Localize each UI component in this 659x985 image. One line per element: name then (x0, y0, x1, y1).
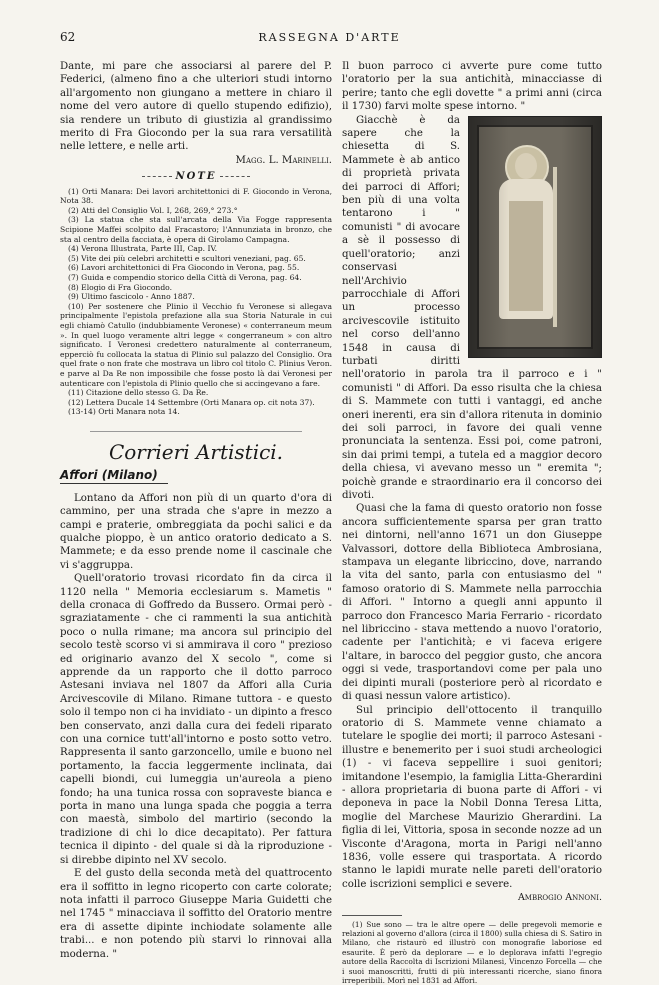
article-paragraph: E del gusto della seconda metà del quattrocento era il soffitto in legno ricoperto con carte colorate; nota infatti il parroco Giuseppe Maria Guidetti che nel 1745 " minacciava il soffitto del Oratorio mentre era di assette dipinte inchiodate solamente alle trabi... e non potendo più starvi lo rinnovai alla moderna. " (60, 868, 332, 960)
intro-paragraph: Dante, mi pare che associarsi al parere del P. Federici, (almeno fino a che ulteriori studi intorno all'argomento non giungano a mettere in chiaro il nome del vero autore di quello stupendo edifizio), sia rendere un tributo di giustizia al grandissimo merito di Fra Giocondo per la sua rara versatilità nelle lettere, e nelle arti. (60, 61, 332, 153)
footnote-rule (342, 915, 402, 916)
note-item: (1) Orti Manara: Dei lavori architettonici di F. Giocondo in Verona, Nota 38. (60, 186, 332, 206)
photo-shading (469, 117, 601, 357)
note-item: (7) Guida e compendio storico della Città di Verona, pag. 64. (68, 273, 302, 282)
article-paragraph: Quasi che la fama di questo oratorio non fosse ancora sufficientemente sparsa per gran tratto nei dintorni, nell'anno 1671 un don Giuseppe Valvassori, dottore della Biblioteca Ambrosiana, stampava un elegante libriccino, dove, narrando la vita del santo, parla con entusiasmo del " famoso oratorio di S. Mammete nella parrocchia di Affori. " Intorno a quegli anni appunto il parroco don Francesco Maria Ferrario - ricordato nel libriccino - stava mettendo a nuovo l'oratorio, cadente per l'antichità; e vi faceva erigere l'altare, in barocco del peggior gusto, che ancora oggi si vede, trasportandovi come per pala uno dei dipinti murali (posteriore però al ricordato e di quasi nessun valore artistico). (342, 503, 602, 703)
page-number: 62 (60, 30, 76, 44)
note-item: (12) Lettera Ducale 14 Settembre (Orti Manara op. cit nota 37). (68, 397, 315, 407)
subsection-title: Affori (Milano) (60, 469, 168, 483)
article-paragraph: Il buon parroco ci avverte pure come tutto l'oratorio per la sua antichità, minacciasse di perire; tanto che egli dovette " a primi anni (circa il 1730) farvi molte spese intorno. " (342, 61, 602, 113)
journal-title: RASSEGNA D'ARTE (258, 31, 401, 44)
article-paragraph: Sul principio dell'ottocento il tranquillo oratorio di S. Mammete venne chiamato a tutelare le spoglie dei morti; il parroco Astesani - illustre e benemerito per i suoi studi archeologici (1) - vi faceva seppellire i suoi genitori; imitandone l'esempio, la famiglia Litta-Gherardini - allora proprietaria di buona parte di Affori - vi deponeva in pace la Nobil Donna Teresa Litta, moglie del Marchese Maurizio Gherardini. La figlia di lei, Vittoria, sposa in seconde nozze ad un Visconte d'Aragona, morta in Parigi nell'anno 1836, volle essere qui trasportata. A ricordo stanno le lapidi murate nelle pareti dell'oratorio colle iscrizioni semplici e severe. (342, 704, 602, 890)
note-item: (9) Ultimo fascicolo - Anno 1887. (68, 292, 195, 302)
note-item: (8) Elogio di Fra Giocondo. (68, 282, 173, 292)
intro-signature: Magg. L. Marinelli. (235, 154, 332, 166)
note-item: (13-14) Orti Manara nota 14. (68, 407, 180, 417)
note-item: (3) La statua che sta sull'arcata della Via Fogge rappresenta Scipione Maffei scolpito dal Fracastoro; l'Annunziata in bronzo, che sta al centro della facciata, è opera di Girolamo Campagna. (60, 215, 332, 244)
note-item: (5) Vite dei più celebri architetti e scultori veneziani, pag. 65. (68, 253, 306, 263)
article-paragraph: Quell'oratorio trovasi ricordato fin da circa il 1120 nella " Memoria ecclesiarum s. Mametis " della cronaca di Goffredo da Bussero. Ormai però - sgraziatamente - che ci rammenti la sua antichità poco o nulla rimane; ma ancora sul principio del secolo testè scorso vi si ammirava il coro " prezioso ed originario avanzo del X secolo ", come si apprende da un rapporto che il dotto parroco Astesani inviava nel 1807 da Affori alla Curia Arcivescovile di Milano. Rimane tuttora - e questo solo il tempo non ci ha invidiato - un dipinto a fresco ben conservato, anzi dalla cura dei fedeli riparato con una cornice tutt'all'intorno e posto sotto vetro. Rappresenta il santo garzoncello, umile e buono nel portamento, la faccia leggermente inclinata, dai capelli biondi, cui lumeggia un'aureola a pieno fondo; ha una tunica rossa con sopraveste bianca e porta in mano una lunga spada che poggia a terra con maestà, simbolo del martirio (secondo la tradizione di chi lo dice decapitato). Per fattura tecnica il dipinto - del quale si dà la riproduzione - si direbbe dipinto nel XV secolo. (60, 573, 332, 866)
left-column (60, 60, 332, 961)
footnote: (1) Sue sono — tra le altre opere — delle pregevoli memorie e relazioni al governo d'allora (circa il 1800) sulla chiesa di S. Satiro in Milano, che ristaurò ed illustrò con monografie laboriose ed esaurite. È però da deplorare — e lo deplorava infatti l'egregio autore della Raccolta di Iscrizioni Milanesi, Vincenzo Forcella — che i suoi manoscritti, frutti di più interessanti ricerche, siano finora irreperibili. Morì nel 1831 ad Affori. (342, 919, 602, 985)
right-column (342, 60, 602, 985)
notes-rule-right (220, 176, 250, 177)
article-signature: Ambrogio Annoni. (517, 892, 602, 904)
note-item: (6) Lavori architettonici di Fra Giocondo in Verona, pag. 55. (68, 263, 300, 273)
section-divider (90, 431, 302, 432)
article-paragraph: Lontano da Affori non più di un quarto d'ora di cammino, per una strada che s'apre in mezzo a campi e praterie, ombreggiata da pochi salici e da qualche pioppo, è un antico oratorio dedicato a S. Mammete; e da esso prende nome il cascinale che vi s'aggruppa. (60, 492, 332, 571)
note-item: (4) Verona Illustrata, Parte III, Cap. IV. (68, 244, 218, 254)
note-item: (10) Per sostenere che Plinio il Vecchio fu Veronese si allegava principalmente l'epistola prefazione alla sua Storia Naturale in cui egli chiamò Catullo (indubbiamente Veronese) « conterraneum meum ». In quel luogo veramente altri legge « congerraneum » con altro significato. I Veronesi credettero naturalmente al conterraneum, epperciò fu collocata la statua di Plinio sul palazzo del Consiglio. Ora quel frate o non frate che mostrava un libro col titolo C. Plinius Veron. e parve al Da Re non impossibile che fosse posto là dai Veronesi per autenticare con l'epistola di Plinio quello che si accingevano a fare. (60, 301, 332, 388)
notes-title: NOTE (175, 171, 217, 183)
notes-rule-left (142, 176, 172, 177)
fresco-photograph (468, 116, 602, 358)
notes-heading (60, 170, 332, 183)
article-paragraph: Giacchè è da sapere che la chiesetta di S. Mammete è ab antico di proprietà privata dei parroci di Affori; ben più di una volta tentarono i " comunisti " di avocare a sè il possesso di quell'oratorio; anzi conservasi nell'Archivio parrocchiale di Affori un processo arcivescovile istituito nel corso dell'anno 1548 in causa di turbati diritti nell'oratorio in parola tra il parroco e i " comunisti " di Affori. Da esso risulta che la chiesa di S. Mammete con tutti i vantaggi, ed anche oneri inerenti, era sin d'allora ritenuta in dominio dei soli parroci, in favore dei quali venne pronunciata la sentenza. Essi poi, come patroni, sin dai primi tempi, a tutela ed a maggior decoro della chiesa, vi avevano messo un " eremita "; poichè grande e straordinario era il concorso dei divoti. (342, 114, 602, 501)
note-item: (11) Citazione dello stesso G. Da Re. (68, 388, 209, 398)
notes-list (60, 187, 332, 417)
section-title: Corrieri Artistici. (108, 439, 284, 464)
note-item: (2) Atti del Consiglio Vol. I, 268, 269,° 273.° (68, 205, 238, 215)
